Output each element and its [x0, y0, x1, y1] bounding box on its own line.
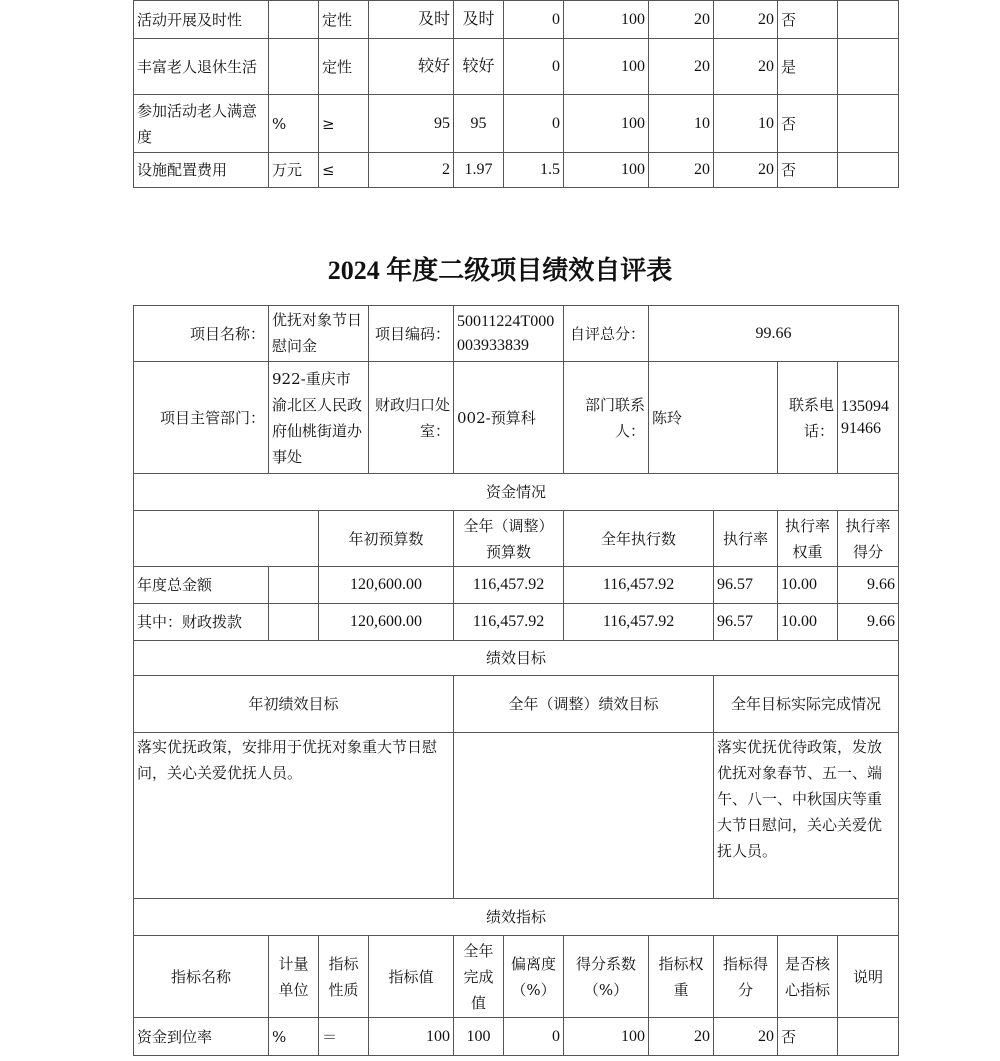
cell-weight: 20 — [649, 1, 714, 39]
cell-deviation: 0 — [504, 1, 564, 39]
adjusted-budget: 116,457.92 — [454, 567, 564, 604]
project-code-label: 项目编码： — [369, 306, 454, 362]
blank-cell — [269, 567, 319, 604]
cell-deviation: 0 — [504, 95, 564, 153]
rate: 96.57 — [714, 567, 778, 604]
funds-section-header: 资金情况 — [134, 474, 899, 511]
cell-unit: 万元 — [269, 153, 319, 188]
cell-name: 丰富老人退休生活 — [134, 39, 269, 95]
indicator-header: 偏离度（%） — [504, 936, 564, 1018]
cell-note — [838, 1018, 899, 1056]
contact: 陈玲 — [649, 362, 778, 474]
indicator-header: 说明 — [838, 936, 899, 1018]
cell-weight: 20 — [649, 1018, 714, 1056]
blank-cell — [134, 511, 319, 567]
dept: 922-重庆市渝北区人民政府仙桃街道办事处 — [269, 362, 369, 474]
cell-score: 20 — [714, 39, 778, 95]
cell-nature: ＝ — [319, 1018, 369, 1056]
cell-coef: 100 — [564, 39, 649, 95]
header-adjusted-budget: 全年（调整）预算数 — [454, 511, 564, 567]
cell-nature: 定性 — [319, 1, 369, 39]
initial-budget: 120,600.00 — [319, 567, 454, 604]
project-name: 优抚对象节日慰问金 — [269, 306, 369, 362]
header-rate: 执行率 — [714, 511, 778, 567]
indicator-row — [134, 153, 899, 188]
funds-label: 年度总金额 — [134, 567, 269, 604]
header-initial-goal: 年初绩效目标 — [134, 676, 454, 733]
cell-name: 参加活动老人满意度 — [134, 95, 269, 153]
self-score: 99.66 — [649, 306, 899, 362]
cell-weight: 20 — [649, 153, 714, 188]
cell-nature: ≥ — [319, 95, 369, 153]
actual-goal: 落实优抚优待政策，发放优抚对象春节、五一、端午、八一、中秋国庆等重大节日慰问，关心关爱优抚人员。 — [714, 733, 899, 899]
page-title: 2024 年度二级项目绩效自评表 — [327, 256, 673, 285]
cell-actual: 95 — [454, 95, 504, 153]
indicator-row — [134, 1018, 899, 1056]
indicator-row — [134, 95, 899, 153]
cell-coef: 100 — [564, 1018, 649, 1056]
cell-actual: 1.97 — [454, 153, 504, 188]
cell-score: 20 — [714, 1, 778, 39]
cell-note — [838, 39, 899, 95]
indicator-header: 是否核心指标 — [778, 936, 838, 1018]
funds-header-row — [134, 511, 899, 567]
indicators-header-row — [134, 936, 899, 1018]
cell-actual: 100 — [454, 1018, 504, 1056]
blank-cell — [269, 604, 319, 641]
cell-target: 2 — [369, 153, 454, 188]
executed: 116,457.92 — [564, 567, 714, 604]
cell-target: 95 — [369, 95, 454, 153]
cell-score: 20 — [714, 153, 778, 188]
cell-unit: % — [269, 1018, 319, 1056]
cell-weight: 20 — [649, 39, 714, 95]
initial-budget: 120,600.00 — [319, 604, 454, 641]
goals-content-row — [134, 733, 899, 899]
dept-label: 项目主管部门： — [134, 362, 269, 474]
cell-nature: ≤ — [319, 153, 369, 188]
indicator-row — [134, 39, 899, 95]
evaluation-table — [133, 305, 899, 1056]
cell-note — [838, 1, 899, 39]
rate-weight: 10.00 — [778, 567, 838, 604]
indicator-header: 得分系数（%） — [564, 936, 649, 1018]
cell-name: 活动开展及时性 — [134, 1, 269, 39]
office-label: 财政归口处室： — [369, 362, 454, 474]
self-score-label: 自评总分： — [564, 306, 649, 362]
cell-coef: 100 — [564, 1, 649, 39]
cell-unit — [269, 1, 319, 39]
cell-core: 否 — [778, 1, 838, 39]
cell-deviation: 1.5 — [504, 153, 564, 188]
project-code: 50011224T000003933839 — [454, 306, 564, 362]
cell-target: 及时 — [369, 1, 454, 39]
cell-name: 设施配置费用 — [134, 153, 269, 188]
cell-target: 100 — [369, 1018, 454, 1056]
cell-core: 否 — [778, 95, 838, 153]
header-initial-budget: 年初预算数 — [319, 511, 454, 567]
executed: 116,457.92 — [564, 604, 714, 641]
header-actual-goal: 全年目标实际完成情况 — [714, 676, 899, 733]
project-name-label: 项目名称： — [134, 306, 269, 362]
cell-deviation: 0 — [504, 39, 564, 95]
header-adjusted-goal: 全年（调整）绩效目标 — [454, 676, 714, 733]
adjusted-budget: 116,457.92 — [454, 604, 564, 641]
cell-score: 20 — [714, 1018, 778, 1056]
adjusted-goal — [454, 733, 714, 899]
project-dept-row — [134, 362, 899, 474]
indicator-header: 指标性质 — [319, 936, 369, 1018]
cell-actual: 及时 — [454, 1, 504, 39]
cell-deviation: 0 — [504, 1018, 564, 1056]
cell-actual: 较好 — [454, 39, 504, 95]
indicator-header: 指标值 — [369, 936, 454, 1018]
phone-label: 联系电话： — [778, 362, 838, 474]
cell-unit — [269, 39, 319, 95]
indicator-header: 指标权重 — [649, 936, 714, 1018]
cell-target: 较好 — [369, 39, 454, 95]
cell-coef: 100 — [564, 95, 649, 153]
phone: 13509491466 — [838, 362, 899, 474]
funds-label: 其中：财政拨款 — [134, 604, 269, 641]
header-rate-weight: 执行率权重 — [778, 511, 838, 567]
header-executed: 全年执行数 — [564, 511, 714, 567]
indicators-section-header: 绩效指标 — [134, 899, 899, 936]
cell-unit: % — [269, 95, 319, 153]
cell-weight: 10 — [649, 95, 714, 153]
cell-name: 资金到位率 — [134, 1018, 269, 1056]
contact-label: 部门联系人： — [564, 362, 649, 474]
cell-note — [838, 95, 899, 153]
rate-weight: 10.00 — [778, 604, 838, 641]
rate-score: 9.66 — [838, 567, 899, 604]
cell-core: 是 — [778, 39, 838, 95]
rate: 96.57 — [714, 604, 778, 641]
indicator-header: 指标得分 — [714, 936, 778, 1018]
cell-note — [838, 153, 899, 188]
office: 002-预算科 — [454, 362, 564, 474]
indicator-header: 指标名称 — [134, 936, 269, 1018]
funds-row — [134, 567, 899, 604]
indicator-header: 计量单位 — [269, 936, 319, 1018]
cell-nature: 定性 — [319, 39, 369, 95]
project-info-row — [134, 306, 899, 362]
indicator-header: 全年完成值 — [454, 936, 504, 1018]
cell-core: 否 — [778, 153, 838, 188]
cell-coef: 100 — [564, 153, 649, 188]
goals-section-header: 绩效目标 — [134, 641, 899, 676]
rate-score: 9.66 — [838, 604, 899, 641]
indicator-table-continued — [133, 0, 899, 188]
initial-goal: 落实优抚政策，安排用于优抚对象重大节日慰问，关心关爱优抚人员。 — [134, 733, 454, 899]
indicator-row — [134, 1, 899, 39]
cell-score: 10 — [714, 95, 778, 153]
funds-row — [134, 604, 899, 641]
goals-header-row — [134, 676, 899, 733]
cell-core: 否 — [778, 1018, 838, 1056]
header-rate-score: 执行率得分 — [838, 511, 899, 567]
